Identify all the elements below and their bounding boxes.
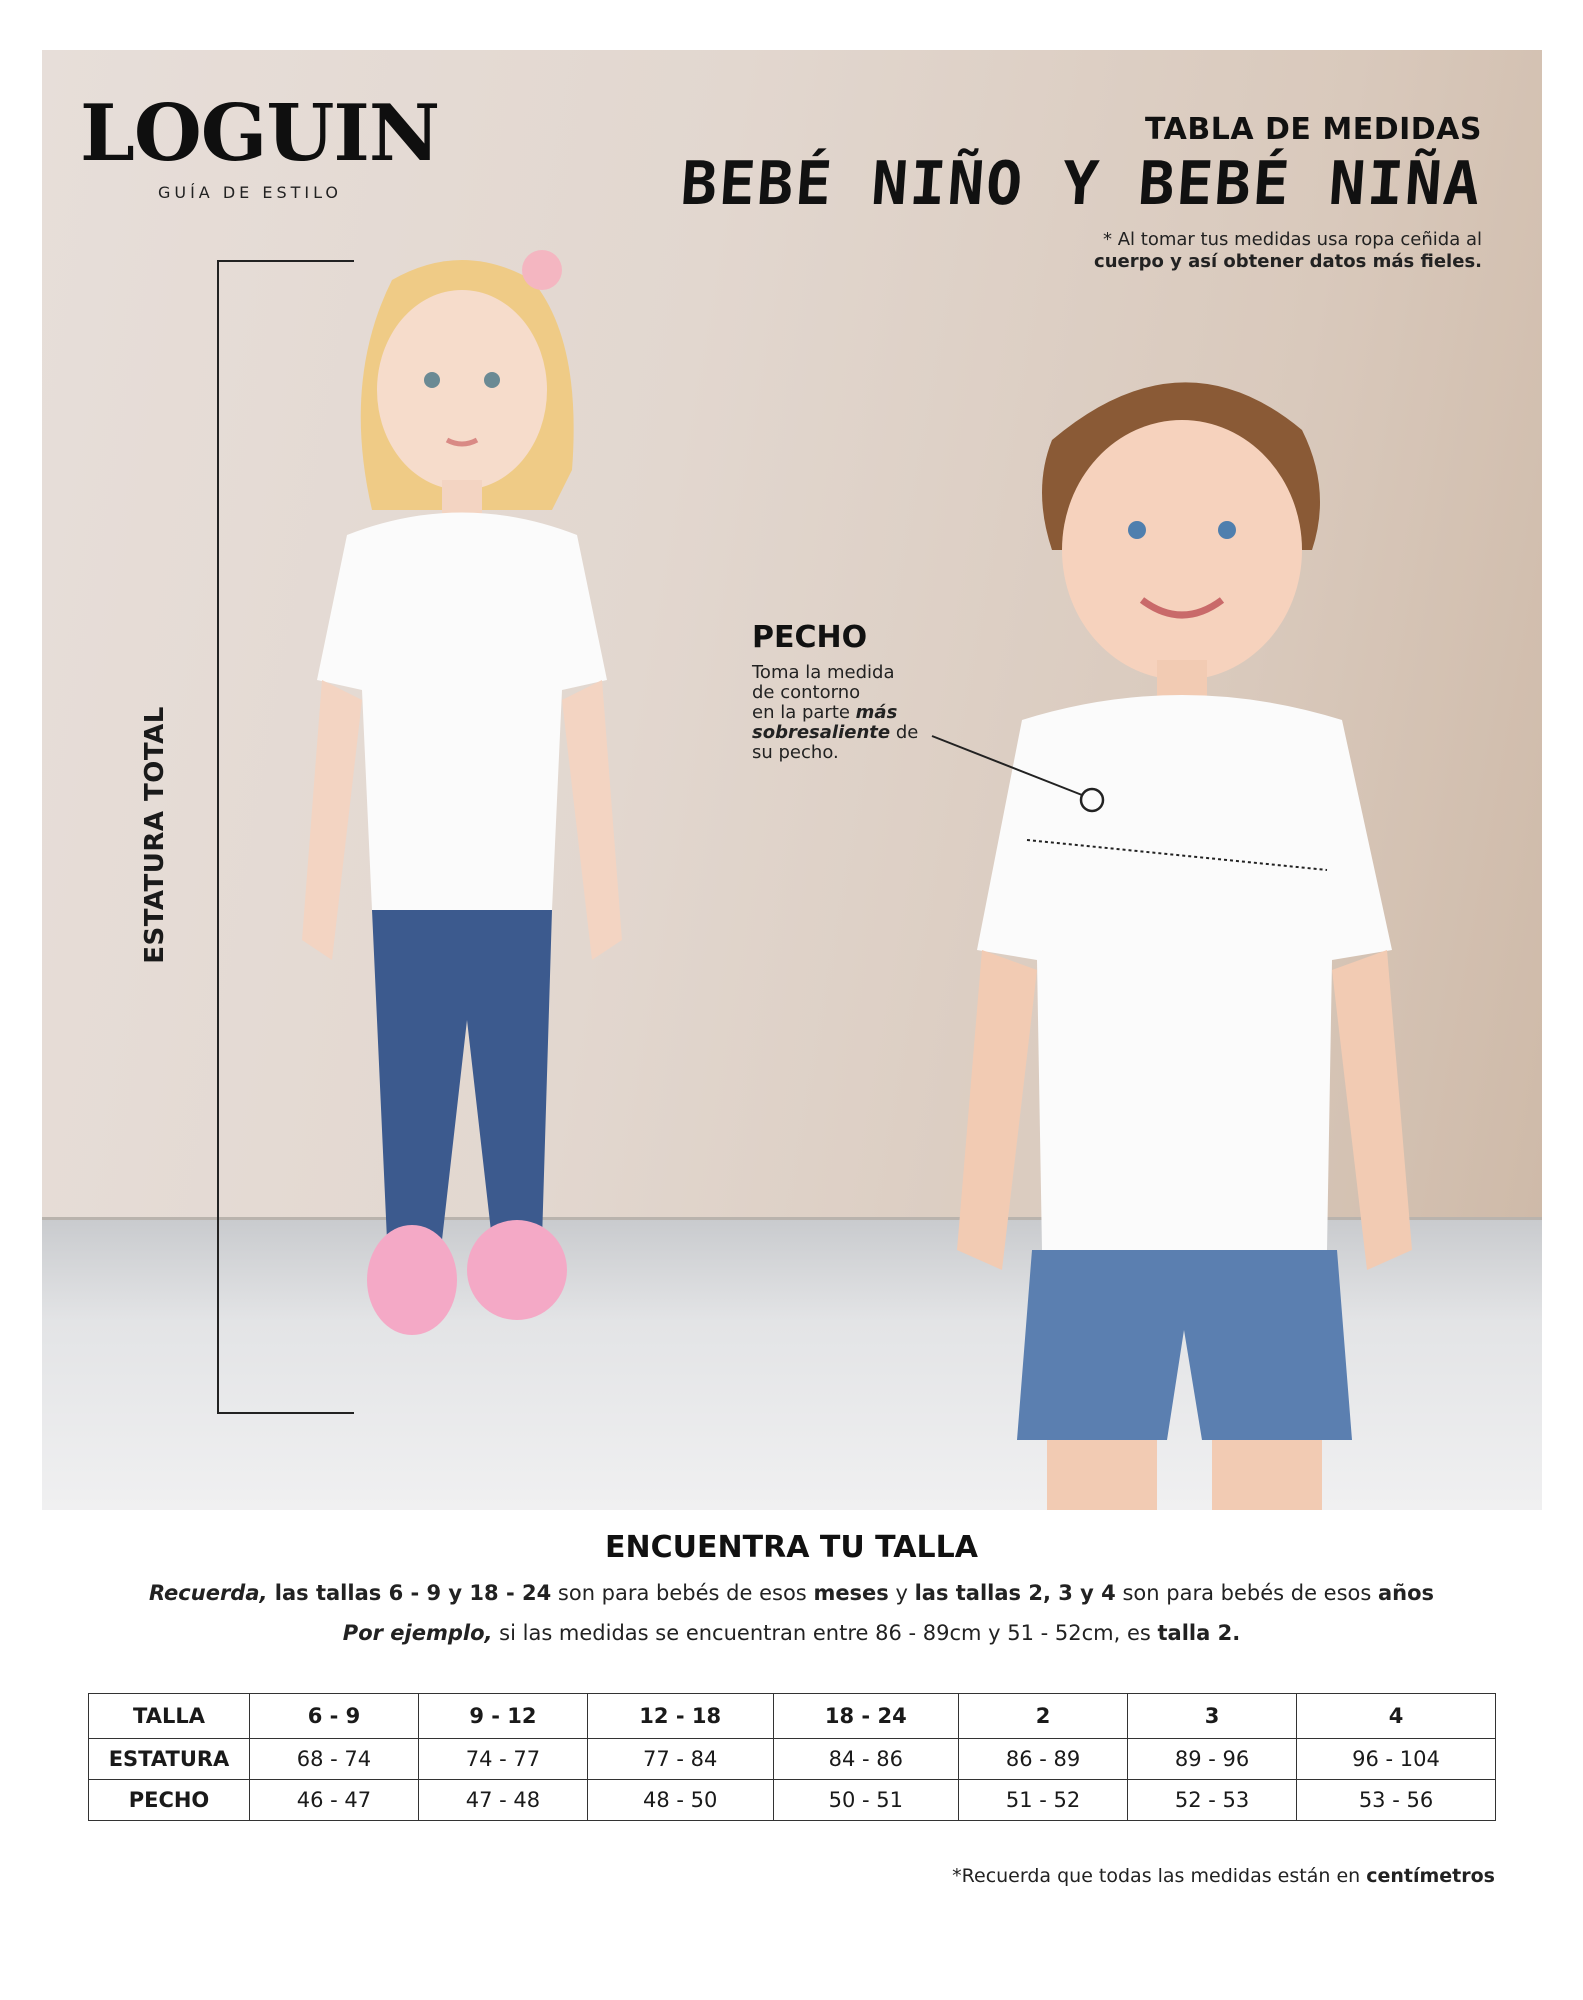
table-row (89, 1739, 1496, 1780)
size-col: 2 (959, 1694, 1128, 1739)
table-cell: 84 - 86 (773, 1739, 959, 1780)
intro-line-2: Por ejemplo, si las medidas se encuentran entre 86 - 89cm y 51 - 52cm, es talla 2. (342, 1621, 1241, 1645)
table-row (89, 1780, 1496, 1821)
chest-description: Toma la medida de contorno en la parte más sobresaliente de su pecho. (752, 662, 919, 763)
table-cell: 89 - 96 (1128, 1739, 1297, 1780)
brand-name: LOGUIN (80, 88, 440, 179)
table-cell: 52 - 53 (1128, 1780, 1297, 1821)
table-cell: 86 - 89 (959, 1739, 1128, 1780)
page-title: BEBÉ NIÑO Y BEBÉ NIÑA (678, 149, 1485, 219)
table-cell: 46 - 47 (250, 1780, 419, 1821)
size-col: 12 - 18 (587, 1694, 773, 1739)
row-label: PECHO (89, 1780, 250, 1821)
brand-tagline: GUÍA DE ESTILO (157, 183, 343, 202)
footnote: *Recuerda que todas las medidas están en centímetros (952, 1865, 1495, 1887)
section-title: ENCUENTRA TU TALLA (605, 1530, 978, 1565)
header-talla: TALLA (89, 1694, 250, 1739)
size-table (88, 1693, 1496, 1821)
table-cell: 50 - 51 (773, 1780, 959, 1821)
size-col: 4 (1297, 1694, 1496, 1739)
table-cell: 96 - 104 (1297, 1739, 1496, 1780)
table-cell: 68 - 74 (250, 1739, 419, 1780)
chest-callout-lines (42, 50, 1542, 1510)
header-kicker: TABLA DE MEDIDAS (1145, 112, 1482, 147)
row-label: ESTATURA (89, 1739, 250, 1780)
intro-line-1: Recuerda, las tallas 6 - 9 y 18 - 24 son para bebés de esos meses y las tallas 2, 3 y 4 son para bebés de esos años (148, 1581, 1435, 1605)
table-cell: 51 - 52 (959, 1780, 1128, 1821)
size-col: 9 - 12 (418, 1694, 587, 1739)
size-col: 18 - 24 (773, 1694, 959, 1739)
size-col: 6 - 9 (250, 1694, 419, 1739)
hero-photo: LOGUIN GUÍA DE ESTILO TABLA DE MEDIDAS BEBÉ NIÑO Y BEBÉ NIÑA * Al tomar tus medidas usa ropa ceñida al cuerpo y así obtener datos más fieles. ESTATURA TOTAL PECHO Toma la medida de contorno en la parte más sobresaliente de su pecho. (42, 50, 1542, 1510)
size-col: 3 (1128, 1694, 1297, 1739)
header-note-line1: * Al tomar tus medidas usa ropa ceñida al (1103, 229, 1482, 250)
chest-callout (752, 620, 992, 763)
size-guide-intro (0, 1530, 1583, 1645)
table-cell: 53 - 56 (1297, 1780, 1496, 1821)
table-cell: 74 - 77 (418, 1739, 587, 1780)
table-cell: 77 - 84 (587, 1739, 773, 1780)
header-note-line2: cuerpo y así obtener datos más fieles. (1094, 251, 1482, 272)
table-cell: 47 - 48 (418, 1780, 587, 1821)
table-cell: 48 - 50 (587, 1780, 773, 1821)
chest-title: PECHO (752, 620, 868, 655)
table-header-row (89, 1694, 1496, 1739)
